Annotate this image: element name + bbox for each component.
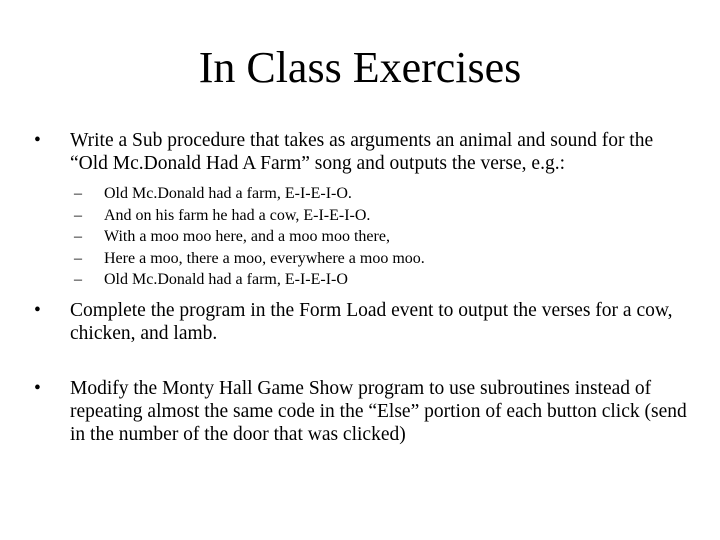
- verse-line-text: With a moo moo here, and a moo moo there,: [104, 228, 390, 245]
- verse-line: [34, 226, 694, 248]
- bullet-marker: •: [34, 130, 41, 151]
- bullet-marker: •: [34, 377, 41, 399]
- verse-line: [34, 269, 694, 291]
- example-verse-list: [34, 183, 694, 291]
- slide-content: [34, 129, 694, 446]
- bullet-marker: •: [34, 299, 41, 321]
- verse-line-text: And on his farm he had a cow, E-I-E-I-O.: [104, 206, 371, 224]
- bullet-item-form-load: [34, 299, 694, 345]
- verse-line: [34, 248, 694, 270]
- bullet-item-monty-hall: [34, 377, 694, 446]
- verse-line-text: Old Mc.Donald had a farm, E-I-E-I-O.: [104, 185, 352, 202]
- verse-line-text: Old Mc.Donald had a farm, E-I-E-I-O: [104, 271, 348, 288]
- slide-title: In Class Exercises: [198, 43, 522, 92]
- dash-marker: –: [74, 185, 82, 202]
- dash-marker: –: [74, 206, 82, 224]
- bullet-text: Write a Sub procedure that takes as arguments an animal and sound for the “Old Mc.Donald Had A Farm” song and outputs the verse, e.g.:: [70, 130, 654, 174]
- dash-marker: –: [74, 249, 82, 267]
- verse-line: [34, 205, 694, 227]
- bullet-item-sub-procedure: [34, 129, 694, 175]
- verse-line: [34, 183, 694, 205]
- bullet-text: Modify the Monty Hall Game Show program to use subroutines instead of repeating almost the same code in the “Else” portion of each button click (send in the number of the door that was clicked): [70, 377, 687, 445]
- dash-marker: –: [74, 228, 82, 245]
- bullet-text: Complete the program in the Form Load event to output the verses for a cow, chicken, and lamb.: [70, 299, 673, 344]
- verse-line-text: Here a moo, there a moo, everywhere a moo moo.: [104, 249, 425, 267]
- dash-marker: –: [74, 271, 82, 288]
